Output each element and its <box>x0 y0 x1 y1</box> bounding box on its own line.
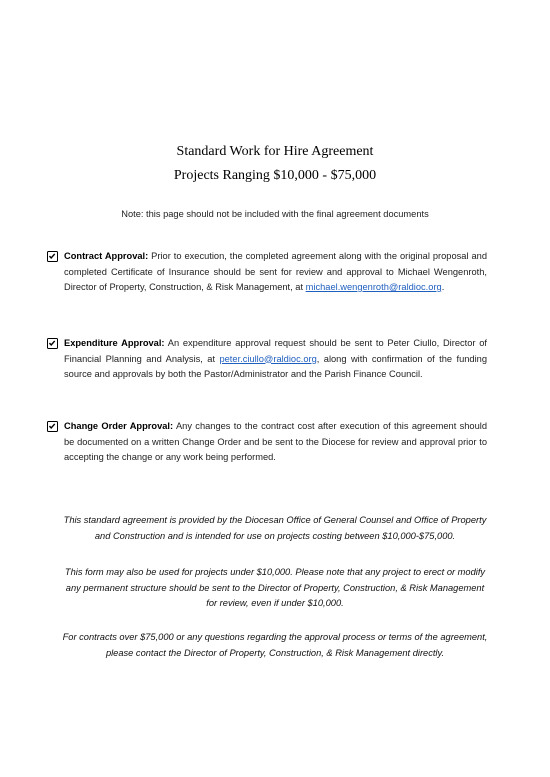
item-label: Contract Approval: <box>64 251 149 261</box>
checked-checkbox-icon <box>47 338 58 349</box>
document-subtitle: Projects Ranging $10,000 - $75,000 <box>173 168 377 183</box>
item-body-end: , along with confirmation of the funding source and approvals by both the Pastor/Administrator and the Parish Finance Council. <box>64 353 487 379</box>
document-title: Standard Work for Hire Agreement <box>176 144 374 159</box>
checklist-item-change-order-approval <box>47 419 487 466</box>
item-label: Change Order Approval: <box>64 421 174 431</box>
item-body-end: . <box>441 282 445 292</box>
checked-checkbox-icon <box>47 421 58 432</box>
item-body: An expenditure approval request should be sent to Peter Ciullo, Director of Financial Planning and Analysis, at <box>64 338 487 364</box>
checklist-item-contract-approval <box>47 249 487 296</box>
item-label: Expenditure Approval: <box>64 338 165 348</box>
checklist-item-text <box>64 336 487 383</box>
item-body: Prior to execution, the completed agreement along with the original proposal and completed Certificate of Insurance should be sent for review and approval to Michael Wengenroth, Director of Property, Construction, & Risk Management, at <box>64 251 487 292</box>
checklist-item-expenditure-approval <box>47 336 487 383</box>
email-link[interactable]: michael.wengenroth@raldioc.org <box>305 282 442 292</box>
footer-note-provided-by: This standard agreement is provided by the Diocesan Office of General Counsel and Office of Property and Construction and is intended for use on projects costing between $10,000-$75,000. <box>63 515 487 541</box>
checklist-item-text <box>64 249 487 296</box>
page-note: Note: this page should not be included with the final agreement documents <box>121 209 429 219</box>
footer-note-under-10000: This form may also be used for projects under $10,000. Please note that any project to erect or modify any permanent structure should be sent to the Director of Property, Construction, & Risk Management for review, even if under $10,000. <box>64 567 486 608</box>
item-body: Any changes to the contract cost after execution of this agreement should be documented on a written Change Order and be sent to the Diocese for review and approval prior to accepting the change or any work being performed. <box>64 421 487 462</box>
checklist-item-text <box>64 419 487 466</box>
email-link[interactable]: peter.ciullo@raldioc.org <box>219 353 317 364</box>
checked-checkbox-icon <box>47 251 58 262</box>
footer-note-over-75000: For contracts over $75,000 or any questions regarding the approval process or terms of the agreement, please contact the Director of Property, Construction, & Risk Management directly. <box>62 632 488 658</box>
